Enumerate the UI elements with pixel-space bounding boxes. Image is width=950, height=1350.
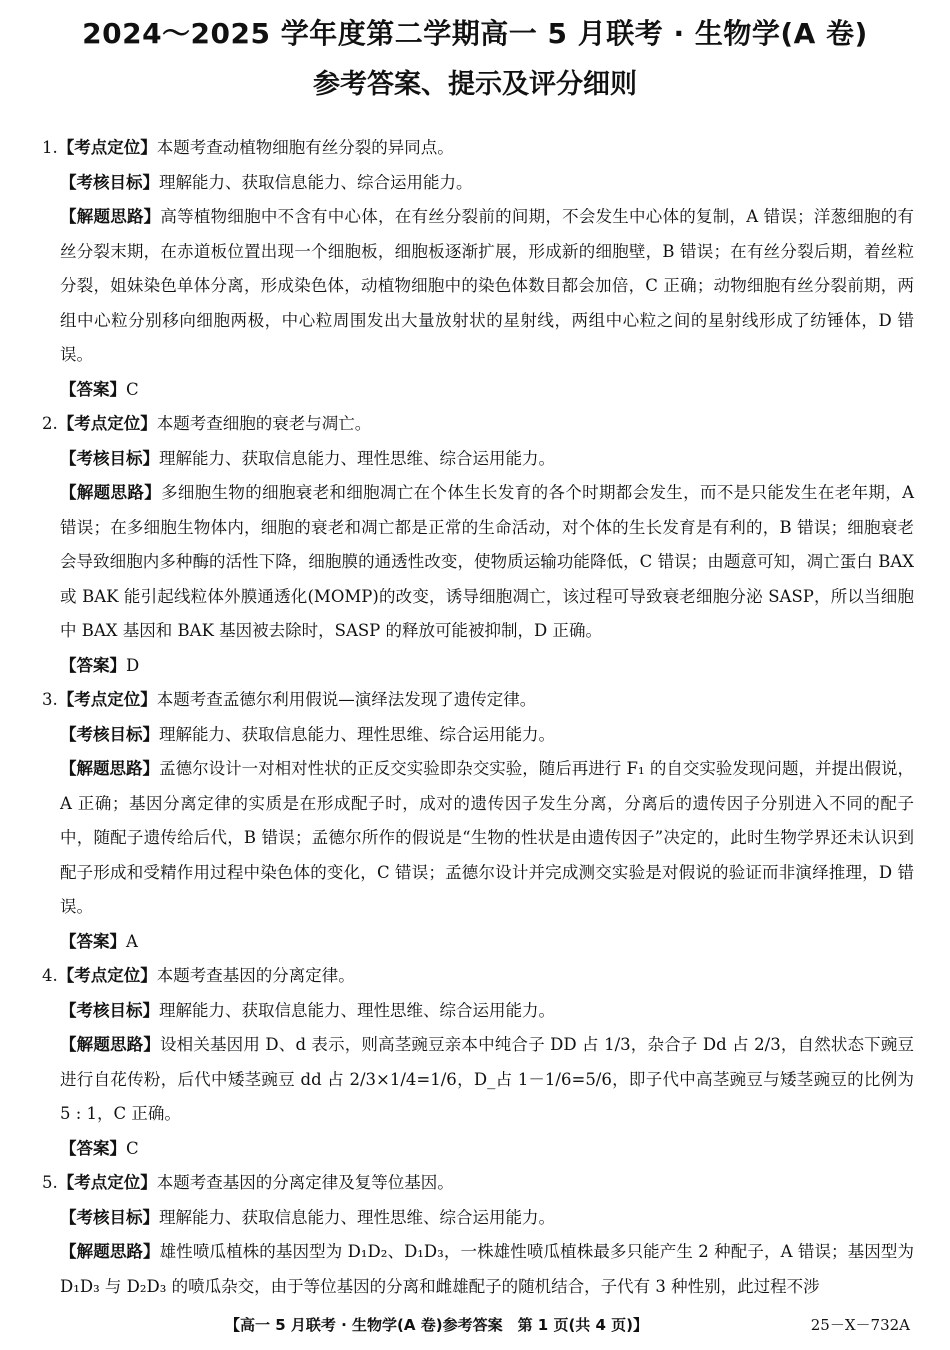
q4-goal: 【考核目标】理解能力、获取信息能力、理性思维、综合运用能力。 [60, 1000, 555, 1020]
q3-number: 3. [42, 690, 58, 709]
q1-topic: 1.【考点定位】本题考查动植物细胞有丝分裂的异同点。 [42, 138, 454, 157]
q5-number: 5. [42, 1173, 58, 1192]
q2-topic: 2.【考点定位】本题考查细胞的衰老与凋亡。 [42, 414, 372, 433]
q2-number: 2. [42, 414, 58, 433]
q5-analysis: 【解题思路】雄性喷瓜植株的基因型为 D₁D₂、D₁D₃，一株雄性喷瓜植株最多只能产生 2 种配子，A 错误；基因型为 D₁D₃ 与 D₂D₃ 的喷瓜杂交，由于等位基因的分离和雌雄配子的随机结合，子代有 3 种性别，此过程不涉 [60, 1242, 914, 1296]
page-footer [0, 1314, 950, 1344]
document-subtitle: 参考答案、提示及评分细则 [313, 69, 637, 100]
q5-topic: 5.【考点定位】本题考查基因的分离定律及复等位基因。 [42, 1173, 454, 1192]
footer-doc-code: 25－X－732A [810, 1316, 910, 1334]
q1-analysis: 【解题思路】高等植物细胞中不含有中心体，在有丝分裂前的间期，不会发生中心体的复制，A 错误；洋葱细胞的有丝分裂末期，在赤道板位置出现一个细胞板，细胞板逐渐扩展，形成新的细胞壁，B 错误；在有丝分裂后期，着丝粒分裂，姐妹染色单体分离，形成染色体，动植物细胞中的染色体数目都会加倍，C 正确；动物细胞有丝分裂前期，两组中心粒分别移向细胞两极，中心粒周围发出大量放射状的星射线，两组中心粒之间的星射线形成了纺锤体，D 错误。 [60, 207, 914, 364]
q1-number: 1. [42, 138, 58, 157]
q2-analysis: 【解题思路】多细胞生物的细胞衰老和细胞凋亡在个体生长发育的各个时期都会发生，而不是只能发生在老年期，A 错误；在多细胞生物体内，细胞的衰老和凋亡都是正常的生命活动，对个体的生长发育是有利的，B 错误；细胞衰老会导致细胞内多种酶的活性下降，细胞膜的通透性改变，使物质运输功能降低，C 错误；由题意可知，凋亡蛋白 BAX 或 BAK 能引起线粒体外膜通透化(MOMP)的改变，诱导细胞凋亡，该过程可导致衰老细胞分泌 SASP，所以当细胞中 BAX 基因和 BAK 基因被去除时，SASP 的释放可能被抑制，D 正确。 [60, 483, 915, 640]
answer-content [42, 131, 914, 1304]
question-5 [42, 1166, 914, 1304]
question-2 [42, 407, 914, 683]
q5-goal: 【考核目标】理解能力、获取信息能力、理性思维、综合运用能力。 [60, 1207, 555, 1227]
q4-answer: 【答案】C [60, 1138, 139, 1158]
q3-topic: 3.【考点定位】本题考查孟德尔利用假说—演绎法发现了遗传定律。 [42, 690, 537, 709]
question-4 [42, 959, 914, 1166]
q4-analysis: 【解题思路】设相关基因用 D、d 表示，则高茎豌豆亲本中纯合子 DD 占 1/3，杂合子 Dd 占 2/3，自然状态下豌豆进行自花传粉，后代中矮茎豌豆 dd 占 2/3×1/4=1/6，D_占 1－1/6=5/6，即子代中高茎豌豆与矮茎豌豆的比例为 5 : 1，C 正确。 [60, 1035, 915, 1123]
q3-goal: 【考核目标】理解能力、获取信息能力、理性思维、综合运用能力。 [60, 724, 555, 744]
q4-number: 4. [42, 966, 58, 985]
q4-topic: 4.【考点定位】本题考查基因的分离定律。 [42, 966, 355, 985]
document-title: 2024～2025 学年度第二学期高一 5 月联考 · 生物学(A 卷) [82, 17, 868, 50]
q1-answer: 【答案】C [60, 379, 139, 399]
q2-answer: 【答案】D [60, 655, 140, 675]
question-3 [42, 683, 914, 959]
q2-goal: 【考核目标】理解能力、获取信息能力、理性思维、综合运用能力。 [60, 448, 555, 468]
footer-page-info: 【高一 5 月联考 · 生物学(A 卷)参考答案 第 1 页(共 4 页)】 [225, 1316, 649, 1334]
q3-answer: 【答案】A [60, 931, 138, 951]
question-1 [42, 131, 914, 407]
q1-goal: 【考核目标】理解能力、获取信息能力、综合运用能力。 [60, 172, 473, 192]
q3-analysis: 【解题思路】孟德尔设计一对相对性状的正反交实验即杂交实验，随后再进行 F₁ 的自交实验发现问题，并提出假说，A 正确；基因分离定律的实质是在形成配子时，成对的遗传因子发生分离，分离后的遗传因子分别进入不同的配子中，随配子遗传给后代，B 错误；孟德尔所作的假说是“生物的性状是由遗传因子”决定的，此时生物学界还未认识到配子形成和受精作用过程中染色体的变化，C 错误；孟德尔设计并完成测交实验是对假说的验证而非演绎推理，D 错误。 [60, 759, 915, 916]
